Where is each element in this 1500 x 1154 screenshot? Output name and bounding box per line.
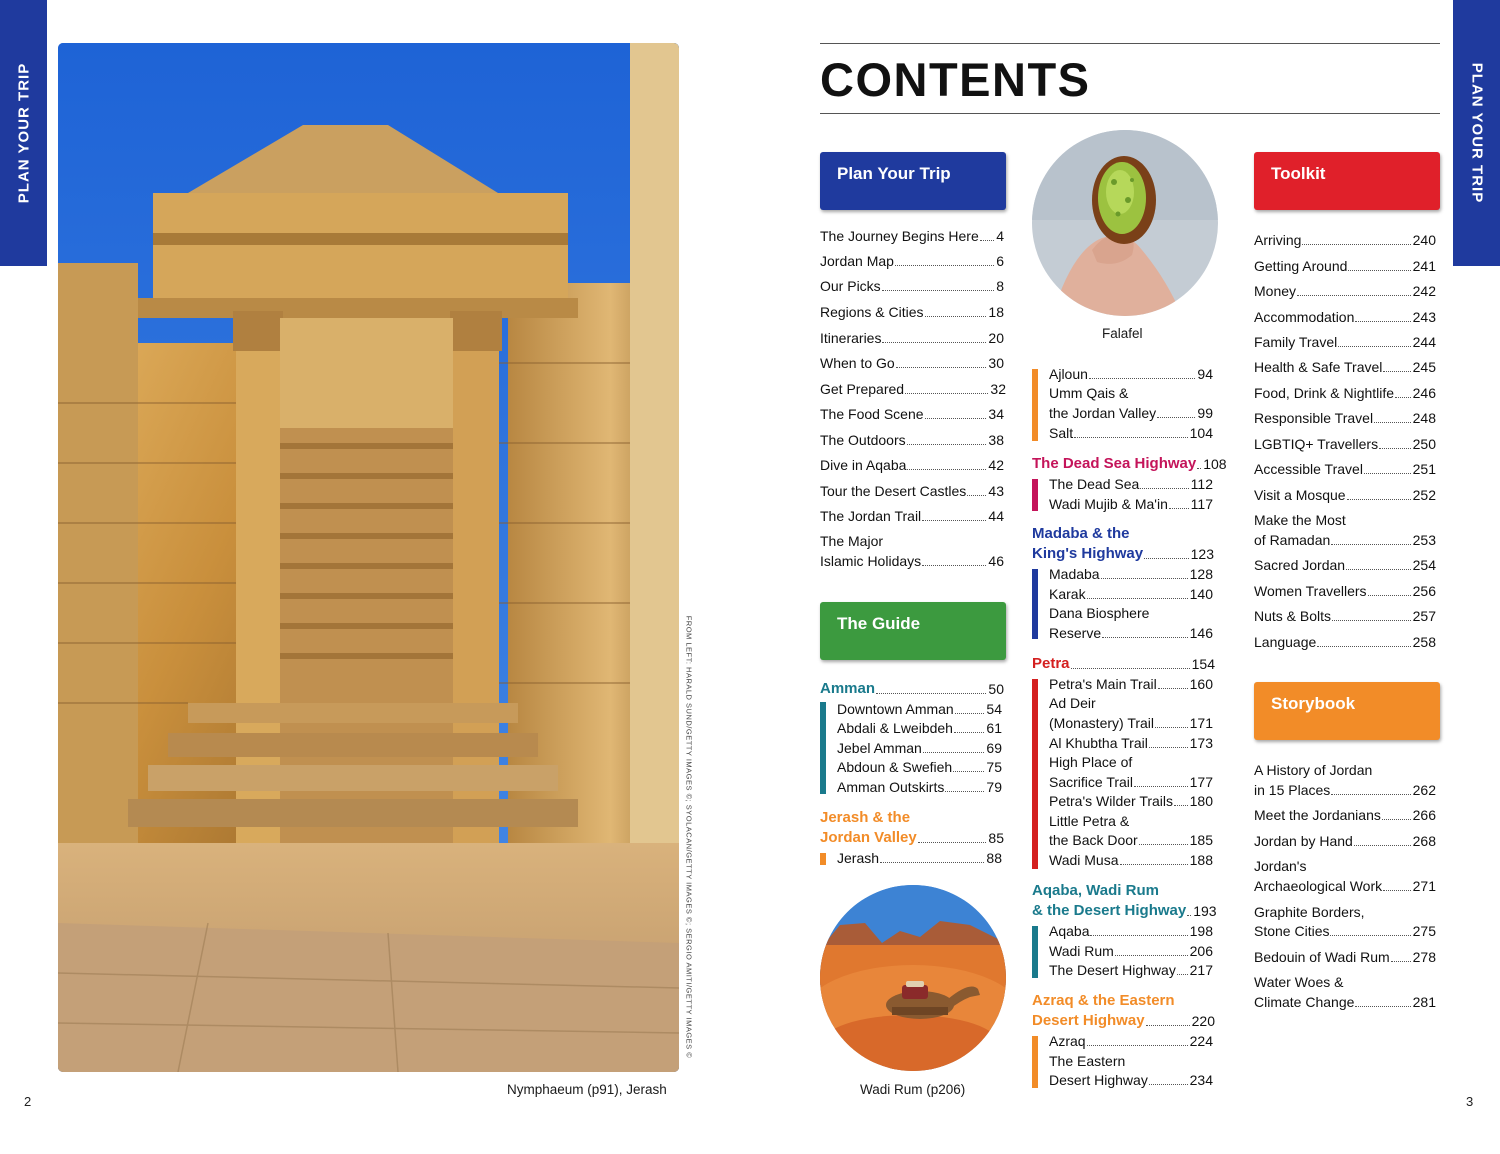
- toc-subentry[interactable]: Wadi Musa 188: [1049, 852, 1213, 868]
- toc-subentry-line: Ad Deir: [1049, 695, 1096, 711]
- toc-entry[interactable]: Our Picks 8: [820, 278, 1004, 294]
- toc-region[interactable]: The Dead Sea Highway 108: [1032, 455, 1227, 472]
- section-the-guide: The Guide: [820, 602, 1006, 660]
- toc-subentry[interactable]: The Desert Highway 217: [1049, 962, 1213, 978]
- toc-entry[interactable]: The Outdoors 38: [820, 432, 1004, 448]
- region-bar: [1032, 479, 1038, 511]
- toc-subentry[interactable]: Azraq 224: [1049, 1033, 1213, 1049]
- toc-subentry[interactable]: Sacrifice Trail 177: [1049, 774, 1213, 790]
- toc-entry-line: Make the Most: [1254, 512, 1346, 528]
- toc-entry[interactable]: Dive in Aqaba 42: [820, 457, 1004, 473]
- page-title: CONTENTS: [820, 53, 1091, 106]
- toc-entry[interactable]: Itineraries 20: [820, 330, 1004, 346]
- toc-region-line: Madaba & the: [1032, 525, 1130, 542]
- toc-entry[interactable]: Bedouin of Wadi Rum 278: [1254, 949, 1436, 965]
- toc-subentry[interactable]: Wadi Mujib & Ma'in 117: [1049, 496, 1213, 512]
- top-rule: [820, 43, 1440, 44]
- toc-subentry[interactable]: The Dead Sea 112: [1049, 476, 1213, 492]
- wadi-rum-photo: [820, 885, 1006, 1071]
- toc-entry[interactable]: Accommodation 243: [1254, 309, 1436, 325]
- toc-subentry[interactable]: Reserve 146: [1049, 625, 1213, 641]
- toc-entry[interactable]: The Journey Begins Here 4: [820, 228, 1004, 244]
- section-tab-label: PLAN YOUR TRIP: [15, 62, 32, 204]
- toc-entry-line: Water Woes &: [1254, 974, 1344, 990]
- toc-subentry[interactable]: Petra's Wilder Trails 180: [1049, 793, 1213, 809]
- toc-region-line: Jerash & the: [820, 809, 911, 826]
- toc-entry[interactable]: Family Travel 244: [1254, 334, 1436, 350]
- section-tab-right: [1453, 0, 1500, 266]
- toc-entry[interactable]: Getting Around 241: [1254, 258, 1436, 274]
- toc-subentry[interactable]: Downtown Amman 54: [837, 701, 1002, 717]
- toc-entry[interactable]: Visit a Mosque 252: [1254, 487, 1436, 503]
- toc-subentry[interactable]: Aqaba 198: [1049, 923, 1213, 939]
- toc-entry-line: Graphite Borders,: [1254, 904, 1365, 920]
- toc-entry[interactable]: Accessible Travel 251: [1254, 461, 1436, 477]
- toc-subentry[interactable]: Abdali & Lweibdeh 61: [837, 720, 1002, 736]
- section-tab-left: [0, 0, 47, 266]
- toc-subentry-line: Little Petra &: [1049, 813, 1130, 829]
- falafel-caption: Falafel: [1102, 326, 1143, 341]
- toc-entry[interactable]: Language 258: [1254, 634, 1436, 650]
- falafel-photo: [1032, 130, 1218, 316]
- toc-subentry[interactable]: Petra's Main Trail 160: [1049, 676, 1213, 692]
- toc-entry-line: Jordan's: [1254, 858, 1307, 874]
- toc-subentry[interactable]: Ajloun 94: [1049, 366, 1213, 382]
- section-toolkit: Toolkit: [1254, 152, 1440, 210]
- toc-subentry[interactable]: Jebel Amman 69: [837, 740, 1002, 756]
- toc-entry[interactable]: Jordan by Hand 268: [1254, 833, 1436, 849]
- toc-entry[interactable]: Jordan Map 6: [820, 253, 1004, 269]
- toc-entry[interactable]: Get Prepared 32: [820, 381, 1006, 397]
- toc-entry[interactable]: Archaeological Work 271: [1254, 878, 1436, 894]
- toc-entry[interactable]: Meet the Jordanians 266: [1254, 807, 1436, 823]
- toc-entry[interactable]: Regions & Cities 18: [820, 304, 1004, 320]
- toc-entry[interactable]: Climate Change 281: [1254, 994, 1436, 1010]
- toc-region[interactable]: & the Desert Highway 193: [1032, 902, 1217, 919]
- region-bar: [1032, 1036, 1038, 1088]
- toc-entry[interactable]: Arriving 240: [1254, 232, 1436, 248]
- toc-entry[interactable]: Women Travellers 256: [1254, 583, 1436, 599]
- nymphaeum-photo: [58, 43, 679, 1072]
- toc-entry[interactable]: of Ramadan 253: [1254, 532, 1436, 548]
- photo-caption: Nymphaeum (p91), Jerash: [507, 1082, 667, 1097]
- region-bar: [820, 853, 826, 865]
- region-bar: [820, 702, 826, 794]
- section-tab-label: PLAN YOUR TRIP: [1468, 62, 1485, 204]
- toc-region[interactable]: Jordan Valley 85: [820, 829, 1004, 846]
- toc-region[interactable]: Petra 154: [1032, 655, 1215, 672]
- toc-subentry[interactable]: Abdoun & Swefieh 75: [837, 759, 1002, 775]
- toc-subentry[interactable]: Al Khubtha Trail 173: [1049, 735, 1213, 751]
- toc-entry[interactable]: LGBTIQ+ Travellers 250: [1254, 436, 1436, 452]
- toc-region[interactable]: Amman 50: [820, 680, 1004, 697]
- toc-entry[interactable]: The Jordan Trail 44: [820, 508, 1004, 524]
- toc-subentry[interactable]: Wadi Rum 206: [1049, 943, 1213, 959]
- toc-region[interactable]: King's Highway 123: [1032, 545, 1214, 562]
- region-bar: [1032, 679, 1038, 869]
- toc-entry-line: A History of Jordan: [1254, 762, 1373, 778]
- region-bar: [1032, 369, 1038, 441]
- page-number-left: 2: [24, 1094, 32, 1109]
- toc-region-line: Aqaba, Wadi Rum: [1032, 882, 1159, 899]
- toc-entry[interactable]: When to Go 30: [820, 355, 1004, 371]
- toc-subentry-line: High Place of: [1049, 754, 1133, 770]
- toc-entry[interactable]: Nuts & Bolts 257: [1254, 608, 1436, 624]
- toc-subentry[interactable]: the Jordan Valley 99: [1049, 405, 1213, 421]
- toc-subentry[interactable]: Salt 104: [1049, 425, 1213, 441]
- toc-subentry-line: The Eastern: [1049, 1053, 1126, 1069]
- toc-entry[interactable]: Tour the Desert Castles 43: [820, 483, 1004, 499]
- toc-entry[interactable]: Responsible Travel 248: [1254, 410, 1436, 426]
- section-plan-your-trip: Plan Your Trip: [820, 152, 1006, 210]
- toc-subentry[interactable]: Jerash 88: [837, 850, 1002, 866]
- toc-subentry[interactable]: Madaba 128: [1049, 566, 1213, 582]
- toc-entry[interactable]: in 15 Places 262: [1254, 782, 1436, 798]
- title-rule: [820, 113, 1440, 114]
- page-number-right: 3: [1466, 1094, 1474, 1109]
- toc-subentry-line: Dana Biosphere: [1049, 605, 1150, 621]
- region-bar: [1032, 926, 1038, 978]
- toc-entry[interactable]: Stone Cities 275: [1254, 923, 1436, 939]
- toc-subentry[interactable]: (Monastery) Trail 171: [1049, 715, 1213, 731]
- region-bar: [1032, 569, 1038, 639]
- toc-entry-line: The Major: [820, 533, 884, 549]
- toc-subentry[interactable]: Desert Highway 234: [1049, 1072, 1213, 1088]
- toc-subentry[interactable]: Amman Outskirts 79: [837, 779, 1002, 795]
- photo-credit: FROM LEFT: HARALD SUND/GETTY IMAGES ©; SYOLACAN/GETTY IMAGES ©; SERGIO AMITI/GETTY IMAGES ©: [684, 615, 694, 1059]
- toc-subentry-line: Umm Qais &: [1049, 385, 1129, 401]
- toc-entry[interactable]: The Food Scene 34: [820, 406, 1004, 422]
- toc-region-line: Azraq & the Eastern: [1032, 992, 1175, 1009]
- toc-subentry[interactable]: the Back Door 185: [1049, 832, 1213, 848]
- toc-entry[interactable]: Sacred Jordan 254: [1254, 557, 1436, 573]
- section-storybook: Storybook: [1254, 682, 1440, 740]
- toc-region[interactable]: Desert Highway 220: [1032, 1012, 1215, 1029]
- toc-entry[interactable]: Food, Drink & Nightlife 246: [1254, 385, 1436, 401]
- wadi-rum-caption: Wadi Rum (p206): [860, 1082, 966, 1097]
- toc-entry[interactable]: Money 242: [1254, 283, 1436, 299]
- toc-entry[interactable]: Islamic Holidays 46: [820, 553, 1004, 569]
- toc-entry[interactable]: Health & Safe Travel 245: [1254, 359, 1436, 375]
- toc-subentry[interactable]: Karak 140: [1049, 586, 1213, 602]
